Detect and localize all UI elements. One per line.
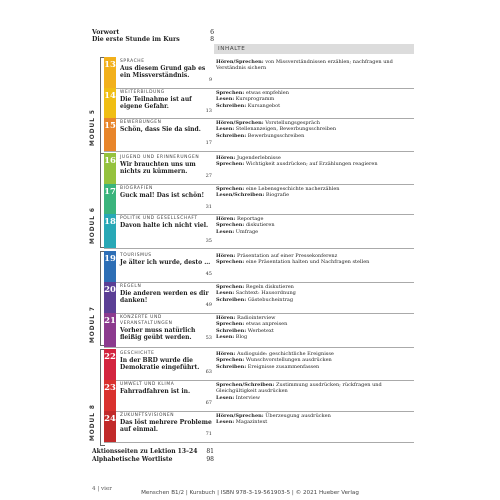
lesson-theme: REGELN xyxy=(120,284,142,289)
toc-entry-page: 98 xyxy=(206,456,214,463)
row-separator xyxy=(104,442,414,443)
skill-description: Umfrage xyxy=(234,228,259,235)
lesson-title: Vorher muss natürlich fleißig geübt werden. xyxy=(120,327,196,341)
lesson-theme: WEITERBILDUNG xyxy=(120,90,165,95)
module-label: MODUL 5 xyxy=(90,109,96,146)
lesson-heading xyxy=(120,351,214,371)
skill-description: etwas empfehlen xyxy=(244,90,289,96)
lesson-row xyxy=(104,349,414,380)
skill-label: Sprechen: xyxy=(216,284,245,290)
skill-description: Reportage xyxy=(235,216,264,222)
skill-description: von Missverständnissen erzählen; nachfragen und Verständnis sichern xyxy=(216,59,393,72)
lesson-number-badge: 24 xyxy=(104,411,116,442)
lesson-number-badge: 18 xyxy=(104,214,116,248)
inhalte-header: INHALTE xyxy=(214,44,414,54)
lesson-theme: ZUKUNFTSVISIONEN xyxy=(120,413,175,418)
content-line xyxy=(216,59,412,72)
lesson-content xyxy=(216,315,412,340)
skill-description: Audioguide: geschichtliche Ereignisse xyxy=(235,351,334,357)
lesson-row xyxy=(104,214,414,248)
page-number-footer: 4 | vier xyxy=(92,486,112,492)
skill-description: Zustimmung ausdrücken; rückfragen und Gleichgültigkeit ausdrücken xyxy=(216,382,382,395)
skill-description: Gästebucheintrag xyxy=(246,296,294,303)
lesson-page-number: 49 xyxy=(205,302,212,308)
skill-label: Hören: xyxy=(216,216,236,222)
content-line xyxy=(216,395,412,401)
content-line xyxy=(216,419,412,425)
skill-label: Schreiben: xyxy=(216,363,247,370)
lesson-page-number: 45 xyxy=(205,271,212,277)
lesson-heading xyxy=(120,413,214,433)
lesson-page-number: 63 xyxy=(205,369,212,375)
toc-entry-page: 8 xyxy=(210,36,214,43)
lesson-heading xyxy=(120,216,214,229)
module-label: MODUL 6 xyxy=(90,207,96,244)
skill-label: Sprechen: xyxy=(216,357,245,364)
lesson-page-number: 17 xyxy=(205,140,212,146)
lesson-theme: BEWERBUNGEN xyxy=(120,120,162,125)
content-line xyxy=(216,192,412,198)
skill-label: Hören: xyxy=(216,315,236,321)
skill-description: eine Lebensgeschichte nacherzählen xyxy=(244,186,340,192)
toc-entry-label: Aktionsseiten zu Lektion 13–24 xyxy=(92,448,198,455)
module-label: MODUL 7 xyxy=(90,306,96,343)
skill-label: Lesen: xyxy=(216,96,235,103)
skill-description: Jugenderlebnisse xyxy=(235,155,281,161)
module-label: MODUL 8 xyxy=(90,404,96,441)
skill-label: Schreiben: xyxy=(216,132,247,139)
content-line xyxy=(216,229,412,235)
skill-description: Stellenanzeigen, Bewerbungsschreiben xyxy=(234,126,337,133)
lesson-content xyxy=(216,413,412,426)
skill-description: eine Präsentation halten und Nachfragen stellen xyxy=(244,259,370,266)
lesson-heading xyxy=(120,90,214,110)
lesson-title: Das löst mehrere Probleme auf einmal. xyxy=(120,419,212,433)
skill-label: Hören/Sprechen: xyxy=(216,413,264,419)
content-line xyxy=(216,364,412,370)
skill-description: Überzeugung ausdrücken xyxy=(263,413,331,419)
lesson-theme: JUGEND UND ERINNERUNGEN xyxy=(120,155,200,160)
lesson-content xyxy=(216,382,412,401)
lesson-content xyxy=(216,59,412,72)
content-line xyxy=(216,133,412,139)
row-separator xyxy=(104,151,414,152)
lesson-number-badge: 21 xyxy=(104,313,116,347)
skill-label: Sprechen/Schreiben: xyxy=(216,382,275,388)
lesson-row xyxy=(104,88,414,118)
lesson-number-badge: 15 xyxy=(104,118,116,151)
skill-label: Lesen: xyxy=(216,333,235,340)
skill-label: Schreiben: xyxy=(216,296,247,303)
content-line xyxy=(216,259,412,265)
lesson-row xyxy=(104,282,414,313)
skill-label: Sprechen: xyxy=(216,161,245,168)
skill-label: Hören: xyxy=(216,351,236,357)
skill-label: Lesen: xyxy=(216,394,235,401)
toc-entry-label: Die erste Stunde im Kurs xyxy=(92,36,180,43)
lesson-content xyxy=(216,253,412,266)
lesson-heading xyxy=(120,59,214,79)
lesson-number-badge: 23 xyxy=(104,380,116,411)
lesson-title: Die anderen werden es dir danken! xyxy=(120,290,209,304)
skill-label: Sprechen: xyxy=(216,259,245,266)
lesson-theme: GESCHICHTE xyxy=(120,351,155,356)
lesson-theme: BIOGRAFIEN xyxy=(120,186,153,191)
skill-description: Interview xyxy=(234,394,260,401)
skill-description: etwas anpreisen xyxy=(244,321,288,328)
toc-entry-label: Alphabetische Wortliste xyxy=(92,456,173,463)
lesson-content xyxy=(216,90,412,109)
skill-description: Kursangebot xyxy=(246,102,281,109)
lesson-heading xyxy=(120,284,214,304)
lesson-row xyxy=(104,380,414,411)
skill-label: Hören: xyxy=(216,155,236,161)
skill-label: Sprechen: xyxy=(216,90,245,96)
lesson-row xyxy=(104,313,414,347)
lesson-title: Schön, dass Sie da sind. xyxy=(120,126,201,133)
skill-description: Kursprogramm xyxy=(234,96,275,103)
lesson-row xyxy=(104,118,414,151)
skill-label: Hören/Sprechen: xyxy=(216,59,264,65)
lesson-number-badge: 20 xyxy=(104,282,116,313)
lesson-row xyxy=(104,184,414,214)
lesson-row xyxy=(104,57,414,88)
skill-label: Sprechen: xyxy=(216,222,245,229)
toc-entry-page: 81 xyxy=(206,448,214,455)
skill-description: Werbetext xyxy=(246,327,274,334)
skill-label: Hören/Sprechen: xyxy=(216,120,264,126)
row-separator xyxy=(104,347,414,348)
lesson-theme: KONZERTE UND VERANSTALTUNGEN xyxy=(120,315,173,326)
row-separator xyxy=(104,248,414,249)
skill-description: Magazintext xyxy=(234,419,268,426)
skill-label: Schreiben: xyxy=(216,102,247,109)
skill-description: Sachtext: Hausordnung xyxy=(234,290,296,297)
lesson-content xyxy=(216,216,412,235)
lesson-heading xyxy=(120,120,214,133)
lesson-title: Aus diesem Grund gab es ein Missverständnis. xyxy=(120,65,206,79)
lesson-number-badge: 16 xyxy=(104,153,116,184)
lesson-row xyxy=(104,251,414,282)
toc-entry-label: Vorwort xyxy=(92,29,120,36)
toc-entry-wortliste xyxy=(92,456,214,463)
toc-entry-aktionsseiten xyxy=(92,448,214,455)
skill-description: Blog xyxy=(234,333,248,340)
lesson-page-number: 27 xyxy=(205,173,212,179)
lesson-title: Davon halte ich nicht viel. xyxy=(120,222,209,229)
lesson-page-number: 31 xyxy=(205,204,212,210)
skill-description: Radiointerview xyxy=(235,315,276,321)
skill-label: Hören: xyxy=(216,253,236,259)
skill-label: Lesen: xyxy=(216,126,235,133)
lesson-page-number: 71 xyxy=(205,431,212,437)
toc-entry-erste-stunde xyxy=(92,36,214,43)
skill-description: Regeln diskutieren xyxy=(244,284,294,290)
lesson-title: Wir brauchten uns um nichts zu kümmern. xyxy=(120,161,196,175)
content-line xyxy=(216,334,412,340)
lesson-content xyxy=(216,120,412,139)
skill-description: Biografie xyxy=(264,192,290,199)
lesson-heading xyxy=(120,155,214,175)
lesson-number-badge: 13 xyxy=(104,57,116,88)
toc-entry-vorwort xyxy=(92,29,214,36)
lesson-page-number: 67 xyxy=(205,400,212,406)
lesson-number-badge: 14 xyxy=(104,88,116,118)
lesson-row xyxy=(104,411,414,442)
content-line xyxy=(216,103,412,109)
content-line xyxy=(216,297,412,303)
lesson-title: Je älter ich wurde, desto … xyxy=(120,259,211,266)
skill-label: Lesen: xyxy=(216,228,235,235)
lesson-theme: TOURISMUS xyxy=(120,253,152,258)
lesson-theme: UMWELT UND KLIMA xyxy=(120,382,175,387)
skill-description: Wunschvorstellungen ausdrücken xyxy=(244,357,332,364)
lesson-row xyxy=(104,153,414,184)
lesson-number-badge: 19 xyxy=(104,251,116,282)
lesson-content xyxy=(216,351,412,370)
toc-entry-page: 6 xyxy=(210,29,214,36)
lesson-title: Die Teilnahme ist auf eigene Gefahr. xyxy=(120,96,192,110)
lesson-heading xyxy=(120,253,214,266)
lesson-heading xyxy=(120,186,214,199)
lesson-content xyxy=(216,186,412,199)
imprint-line: Menschen B1/2 | Kursbuch | ISBN 978-3-19-561903-5 | © 2021 Hueber Verlag xyxy=(141,490,359,496)
lesson-page-number: 35 xyxy=(205,238,212,244)
lesson-title: In der BRD wurde die Demokratie eingeführt. xyxy=(120,357,200,371)
lesson-page-number: 53 xyxy=(205,335,212,341)
lesson-number-badge: 22 xyxy=(104,349,116,380)
skill-label: Lesen/Schreiben: xyxy=(216,192,265,199)
content-line xyxy=(216,382,412,395)
skill-description: Vorstellungsgespräch xyxy=(263,120,321,126)
lesson-page-number: 13 xyxy=(205,108,212,114)
skill-label: Sprechen: xyxy=(216,186,245,192)
lesson-content xyxy=(216,284,412,303)
skill-description: Ereignisse zusammenfassen xyxy=(246,363,320,370)
content-line xyxy=(216,161,412,167)
skill-label: Sprechen: xyxy=(216,321,245,328)
skill-label: Lesen: xyxy=(216,419,235,426)
lesson-content xyxy=(216,155,412,168)
lesson-theme: POLITIK UND GESELLSCHAFT xyxy=(120,216,198,221)
skill-description: Wichtigkeit ausdrücken; auf Erzählungen reagieren xyxy=(244,161,378,168)
lesson-page-number: 9 xyxy=(208,77,212,83)
skill-label: Schreiben: xyxy=(216,327,247,334)
lesson-number-badge: 17 xyxy=(104,184,116,214)
lesson-title: Guck mal! Das ist schön! xyxy=(120,192,205,199)
skill-description: Bewerbungsschreiben xyxy=(246,132,305,139)
lesson-theme: SPRACHE xyxy=(120,59,145,64)
skill-description: Präsentation auf einer Pressekonferenz xyxy=(235,253,338,259)
skill-label: Lesen: xyxy=(216,290,235,297)
lesson-heading xyxy=(120,382,214,395)
lesson-title: Fahrradfahren ist in. xyxy=(120,388,191,395)
skill-description: diskutieren xyxy=(244,222,275,229)
